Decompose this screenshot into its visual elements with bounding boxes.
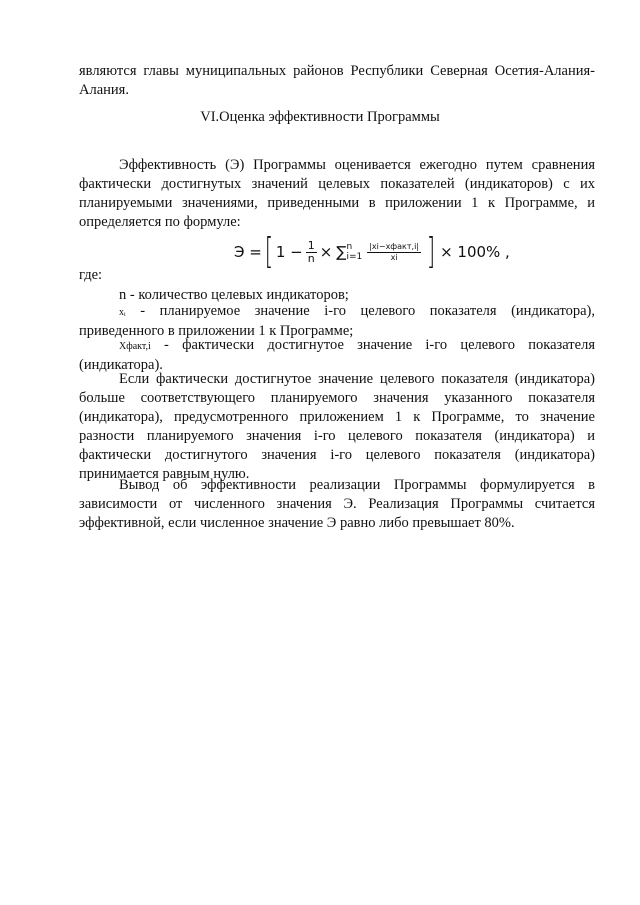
where-label: где:: [79, 267, 103, 283]
formula-inner-fraction: [367, 242, 421, 263]
section-heading: VI.Оценка эффективности Программы: [200, 109, 440, 125]
formula-right-bracket: ]: [426, 231, 436, 272]
formula-sum-symbol: ∑: [336, 242, 347, 261]
formula-times: ×: [319, 242, 333, 261]
formula-one-minus: 1 −: [275, 242, 303, 261]
continuation-paragraph: являются главы муниципальных районов Республики Северная Осетия-Алания-Алания.: [79, 63, 595, 98]
formula-lhs: Э =: [234, 242, 262, 261]
formula-tail: × 100% ,: [440, 242, 510, 261]
symbol-xi: xᵢ: [119, 307, 126, 318]
paragraph-conclusion: Вывод об эффективности реализации Программы формулируется в зависимости от численного значения Э. Реализация Программы считается эффективной, если численное значение Э равно либо превышает 80%.: [79, 477, 595, 531]
formula-frac-denominator: n: [307, 251, 315, 265]
formula-inner-denominator: xi: [390, 252, 398, 262]
definition-xfact-text: - фактически достигнутое значение i-го целевого показателя (индикатора).: [79, 337, 595, 373]
paragraph-if-exceeds: Если фактически достигнутое значение целевого показателя (индикатора) больше соответствующего планируемого значения указанного показателя (индикатора), предусмотренного приложением 1 к Программе, то значение разности планируемого значения i-го целевого показателя (индикатора) и фактически достигнутого значения i-го целевого показателя (индикатора) принимается равным нулю.: [79, 371, 595, 482]
formula-sum-lower: i=1: [346, 252, 363, 262]
intro-paragraph: Эффективность (Э) Программы оценивается ежегодно путем сравнения фактически достигнутых значений целевых показателей (индикаторов) с их планируемыми значениями, приведенными в приложении 1 к Программе, и определяется по формуле:: [79, 157, 595, 230]
formula-left-bracket: [: [264, 231, 274, 272]
formula-sum-limits: [346, 242, 362, 262]
formula-sum-upper: n: [346, 242, 353, 252]
formula-fraction-one-over-n: [306, 240, 317, 265]
definition-n: n - количество целевых индикаторов;: [119, 287, 349, 303]
symbol-xfact: Xфакт,i: [119, 341, 151, 352]
formula-inner-numerator: |xi−xфакт,i|: [369, 241, 420, 251]
formula-frac-numerator: 1: [307, 238, 315, 252]
definition-xi-text: - планируемое значение i-го целевого показателя (индикатора), приведенного в приложении 1 к Программе;: [79, 303, 595, 339]
